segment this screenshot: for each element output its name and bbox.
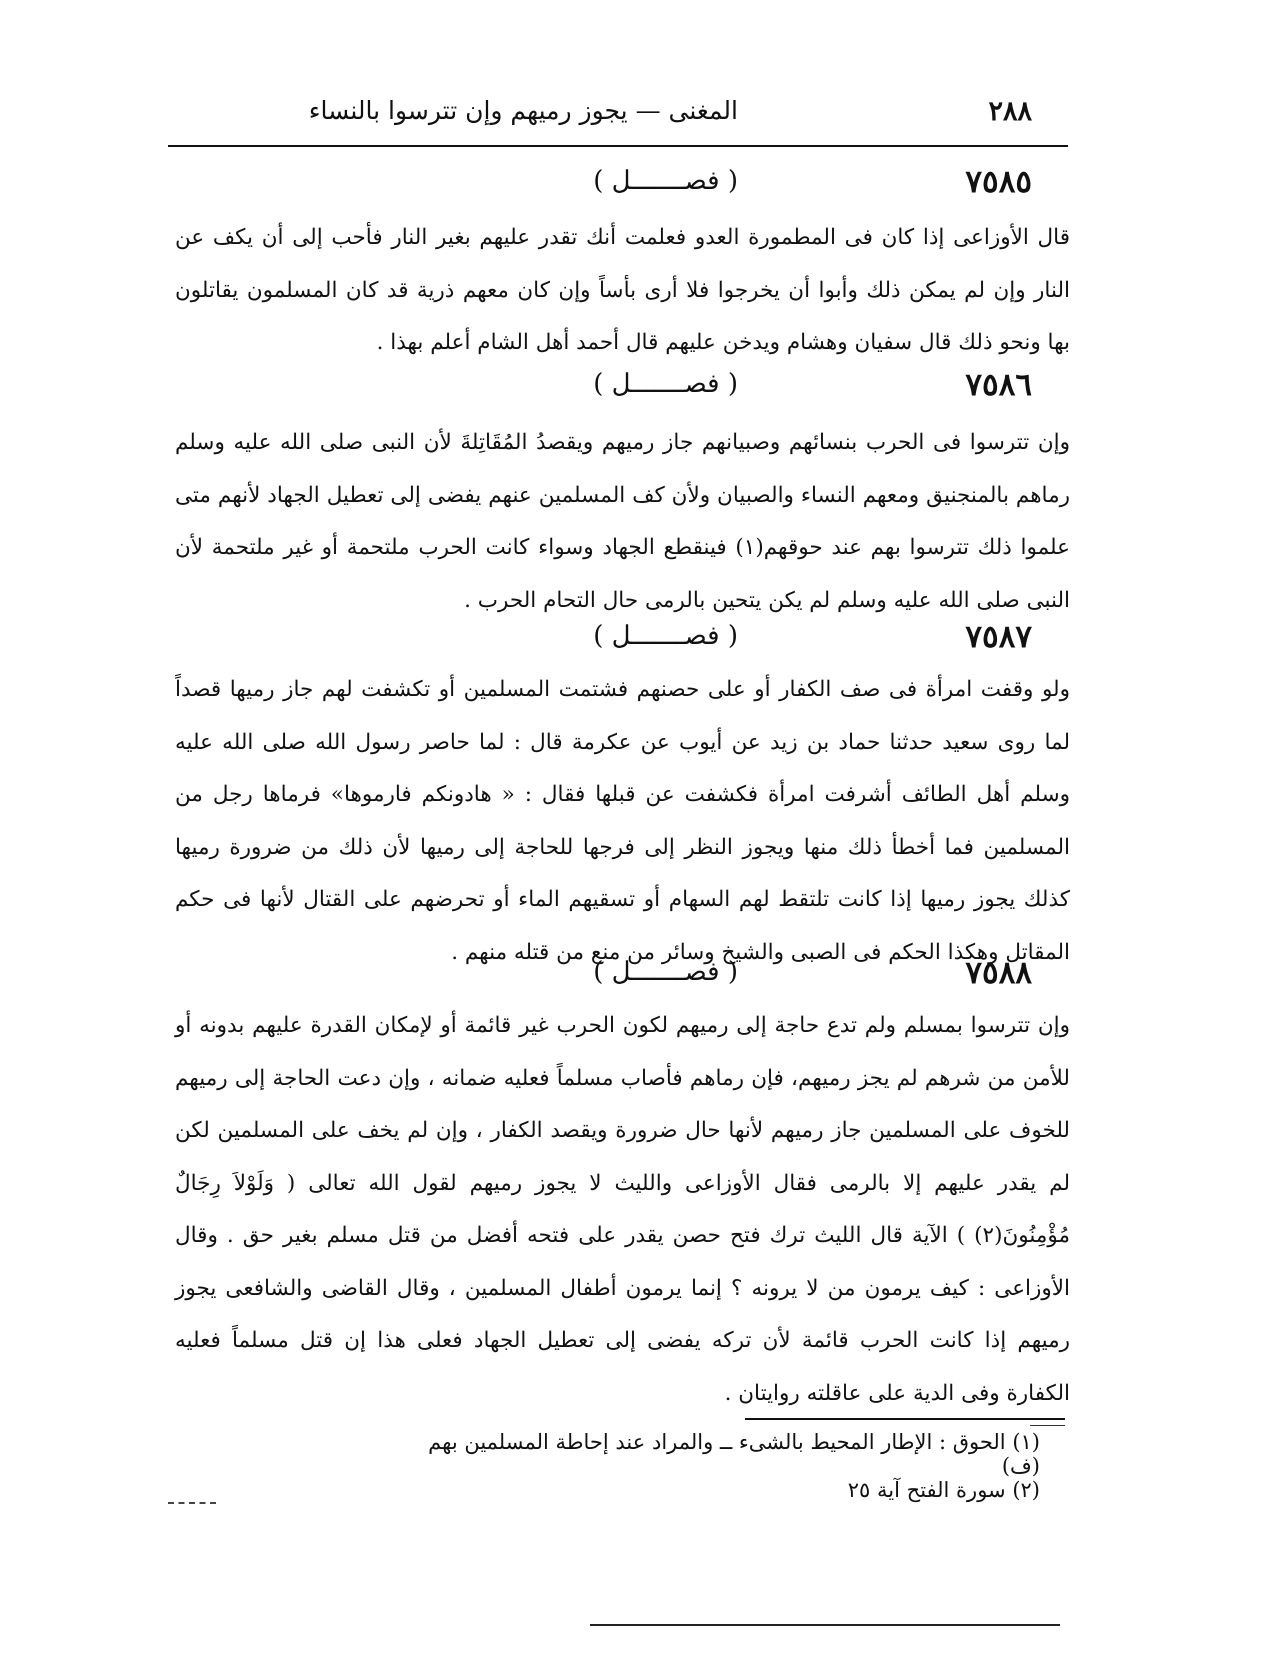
section-paragraph: وإن تترسوا بمسلم ولم تدع حاجة إلى رميهم لكون الحرب غير قائمة أو لإمكان القدرة عليهم بدونه أو للأمن من شرهم لم يجز رميهم، فإن رماهم فأصاب مسلماً فعليه ضمانه ، وإن دعت الحاجة إلى رميهم للخوف على المسلمين جاز رميهم لأنها حال ضرورة ويقصد الكفار ، وإن لم يخف على المسلمين لكن لم يقدر عليهم إلا بالرمى فقال الأوزاعى والليث لا يجوز رميهم لقول الله تعالى ( وَلَوْلاَ رِجَالٌ مُؤْمِنُونَ(٢) ) الآية قال الليث ترك فتح حصن يقدر على فتحه أفضل من قتل مسلم بغير حق . وقال الأوزاعى : كيف يرمون من لا يرونه ؟ إنما يرمون أطفال المسلمين ، وقال القاضى والشافعى يجوز رميهم إذا كانت الحرب قائمة لأن تركه يفضى إلى تعطيل الجهاد فعلى هذا إن قتل مسلماً فعليه الكفارة وفى الدية على عاقلته روايتان . [175, 1013, 1070, 1406]
section-heading [168, 619, 1068, 669]
section-label: ( فصـــــــل ) [593, 621, 738, 651]
section-heading [168, 164, 1068, 214]
section-number: ٧٥٨٥ [965, 164, 1032, 200]
scan-mark [168, 1502, 216, 1504]
section-heading [168, 955, 1068, 1005]
section-paragraph: ولو وقفت امرأة فى صف الكفار أو على حصنهم فشتمت المسلمين أو تكشفت لهم جاز رميها قصداً لما روى سعيد حدثنا حماد بن زيد عن أيوب عن عكرمة قال : لما حاصر رسول الله صلى الله عليه وسلم أهل الطائف أشرفت امرأة فكشفت عن قبلها فقال : « هادونكم فارموها» فرماها رجل من المسلمين فما أخطأ ذلك منها ويجوز النظر إلى فرجها للحاجة إلى رميها لأن ذلك من ضرورة رميها كذلك يجوز رميها إذا كانت تلتقط لهم السهام أو تسقيهم الماء أو تحرضهم على القتال لأنها فى حكم المقاتل وهكذا الحكم فى الصبى والشيخ وسائر من منع من قتله منهم . [175, 677, 1070, 965]
page-header [168, 92, 1068, 140]
footnote-mark [1030, 1425, 1065, 1426]
footnote: (٢) سورة الفتح آية ٢٥ [847, 1478, 1040, 1502]
header-rule [168, 145, 1068, 147]
running-title: المغنى — يجوز رميهم وإن تترسوا بالنساء [308, 96, 738, 125]
section-number: ٧٥٨٧ [965, 619, 1032, 655]
section-number: ٧٥٨٨ [965, 955, 1032, 991]
section-paragraph: وإن تترسوا فى الحرب بنسائهم وصبيانهم جاز رميهم ويقصدُ المُقَاتِلةَ لأن النبى صلى الله عليه وسلم رماهم بالمنجنيق ومعهم النساء والصبيان ولأن كف المسلمين عنهم يفضى إلى تعطيل الجهاد لأنهم متى علموا ذلك تترسوا بهم عند حوقهم(١) فينقطع الجهاد وسواء كانت الحرب ملتحمة أو غير ملتحمة لأن النبى صلى الله عليه وسلم لم يكن يتحين بالرمى حال التحام الحرب . [175, 430, 1071, 613]
section-label: ( فصـــــــل ) [593, 166, 738, 196]
footnote: (١) الحوق : الإطار المحيط بالشىء ــ والمراد عند إحاطة المسلمين بهم (ف) [428, 1430, 1040, 1478]
section-heading [168, 367, 1068, 417]
bottom-rule [590, 1624, 1060, 1626]
section-paragraph: قال الأوزاعى إذا كان فى المطمورة العدو فعلمت أنك تقدر عليهم بغير النار فأحب إلى أن يكف عن النار وإن لم يمكن ذلك وأبوا أن يخرجوا فلا أرى بأساً وإن كان معهم ذرية قد كان المسلمون يقاتلون بها ونحو ذلك قال سفيان وهشام ويدخن عليهم قال أحمد أهل الشام أعلم بهذا . [175, 225, 1070, 355]
section-label: ( فصـــــــل ) [593, 957, 738, 987]
section-number: ٧٥٨٦ [965, 367, 1032, 403]
footnote-rule [745, 1418, 1065, 1420]
page-number: ٢٨٨ [988, 96, 1032, 127]
section-label: ( فصـــــــل ) [593, 369, 738, 399]
